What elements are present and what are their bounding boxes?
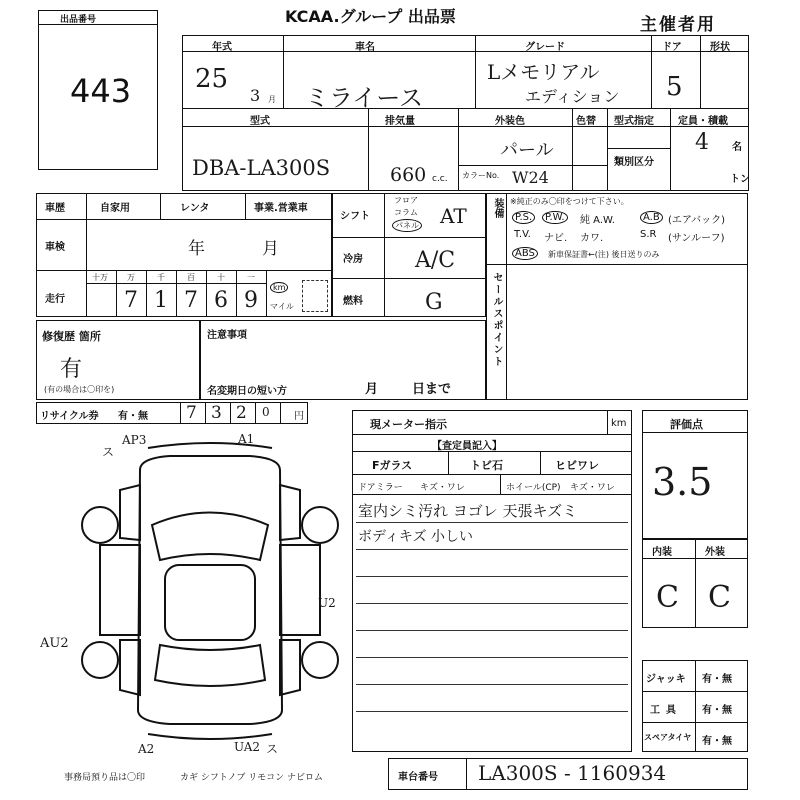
shift-label: シフト [340,211,370,222]
shift-column: コラム [394,208,418,217]
equip-tv: T.V. [514,229,531,240]
mileage-digit: 6 [214,288,228,313]
load-unit: トン [730,174,750,185]
shift-panel: パネル [392,219,422,232]
grade-line1: Lメモリアル [487,60,600,84]
mileage-digit: 7 [184,288,198,313]
equip-navi: ナビ. [544,233,568,244]
meter-label: 現メーター指示 [370,418,447,431]
equip-sr: S.R [640,229,657,240]
wheel-label: ホイール(CP) [506,483,561,493]
notes-label: 注意事項 [207,330,247,341]
capacity-label: 定員・積載 [678,116,728,127]
month-value: 3 [250,86,261,105]
car-name-label: 車名 [355,42,375,53]
door-value: 5 [666,72,683,102]
equip-ps: P.S. [512,211,535,224]
grade-line2: エディション [525,87,620,106]
car-damage-diagram [60,430,360,760]
diagram-mark: ス [102,445,115,459]
year-label: 年式 [212,42,232,53]
capacity-unit: 名 [732,142,742,153]
ac-label: 冷房 [343,254,363,265]
recycle-digit: 0 [262,405,270,419]
recycle-digit: 3 [211,403,222,423]
model-value: DBA-LA300S [192,156,331,180]
spare-tire-label: スペアタイヤ [644,733,692,742]
recycle-digit: 7 [186,403,197,423]
mileage-digit: 9 [244,288,258,313]
tool-label: 工具 [650,705,682,716]
form-title: KCAA.グループ 出品票 [285,7,456,26]
recycle-digit: 2 [236,403,247,423]
door-mirror-label: ドアミラー [358,483,403,493]
digit-label-1k: 千 [157,273,165,282]
lot-number: 443 [70,72,132,110]
equip-pw: P.W. [542,211,568,224]
displacement-value: 660 [390,164,427,186]
history-business: 事業.営業車 [254,203,308,214]
km-unit: km [270,282,288,293]
color-value: パール [500,140,554,161]
office-note: 事務局預り品は〇印 [64,773,146,783]
diagram-mark: A2 [138,742,155,756]
color-no-label: カラーNo. [462,171,500,180]
color-label: 外装色 [495,116,525,127]
spare-tire-value: 有・無 [702,736,732,747]
equip-ab-note: (エアバック) [668,215,726,226]
equip-aw: 純 A.W. [580,215,615,226]
repair-value: 有 [60,357,83,382]
equip-sr-note: (サンルーフ) [668,233,725,244]
recycle-options: 有・無 [118,411,148,422]
shift-floor: フロア [394,196,418,205]
sales-point-label: セールスポイント [491,272,502,368]
equip-warranty: 新車保証書←(注) 後日送りのみ [548,250,660,259]
name-change-label: 名変期日の短い方 [207,386,287,397]
appraiser-label: 【査定員記入】 [432,441,502,452]
ac-value: A/C [415,248,456,273]
organizer-label: 主催者用 [640,15,716,35]
digit-label-100k: 十万 [92,273,108,282]
grade-label: グレード [525,42,565,53]
name-change-month: 月 [365,382,379,397]
equipment-label: 装備 [492,198,503,218]
fuel-label: 燃料 [343,296,363,307]
mileage-label: 走行 [45,294,65,305]
repair-note: (有の場合は〇印を) [44,385,115,394]
inspection-month-unit: 月 [262,239,279,259]
diagram-mark: UA2 [234,740,261,754]
shape-label: 形状 [710,42,730,53]
displacement-label: 排気量 [385,116,415,127]
equip-kawa: カワ. [580,233,604,244]
exterior-grade: C [708,580,731,615]
model-label: 型式 [250,116,270,127]
equipment-note: ※純正のみ〇印をつけて下さい。 [510,197,629,206]
equip-ab: A.B [640,211,663,224]
chip-label: トビ石 [470,459,503,472]
interior-label: 内装 [652,547,672,558]
cc-unit: c.c. [432,174,448,184]
digit-label-10: 十 [217,273,225,282]
inspection-label: 車検 [45,242,65,253]
wheel-damage: キズ・ワレ [570,483,615,493]
month-unit: 月 [268,95,276,104]
diagram-mark: A1 [238,432,255,446]
digit-label-10k: 万 [127,273,135,282]
history-label: 車歴 [45,203,65,214]
inspection-note-2: ボディキズ 小しい [358,529,474,545]
door-label: ドア [662,42,682,53]
chassis-number: LA300S - 1160934 [478,761,667,785]
crack-label: ヒビワレ [555,459,599,472]
diagram-mark: AU2 [40,636,69,651]
meter-km: km [611,418,627,429]
digit-label-100: 百 [187,273,195,282]
repair-label: 修復歴 箇所 [42,330,101,343]
color-no: W24 [512,168,549,187]
digit-label-1: 一 [247,273,255,282]
inspection-note-1: 室内シミ汚れ ヨゴレ 天張キズミ [358,502,578,520]
color-change-label: 色替 [576,116,596,127]
score-value: 3.5 [652,460,713,504]
jack-value: 有・無 [702,674,732,685]
recycle-yen: 円 [294,411,304,422]
score-label: 評価点 [670,418,703,431]
name-change-day: 日まで [412,382,452,397]
windshield-label: Fガラス [372,459,413,472]
class-label: 類別区分 [614,157,654,168]
capacity-value: 4 [695,130,709,155]
mile-unit: マイル [270,302,294,311]
jack-label: ジャッキ [646,674,686,685]
car-name: ミライース [305,84,424,112]
fuel-value: G [425,290,443,315]
exterior-label: 外装 [705,547,725,558]
history-rental: レンタ [180,203,210,214]
office-items: カギ シフトノブ リモコン ナビロム [180,773,324,783]
tool-value: 有・無 [702,705,732,716]
lot-number-label: 出品番号 [60,15,97,25]
equip-abs: ABS [512,247,538,260]
door-mirror-damage: キズ・ワレ [420,483,465,493]
diagram-mark: U2 [318,596,336,610]
shift-value: AT [440,204,467,228]
recycle-label: リサイクル券 [40,411,99,422]
inspection-year-unit: 年 [188,239,205,259]
mileage-digit: 7 [124,288,138,313]
interior-grade: C [656,580,679,615]
diagram-mark: AP3 [122,433,147,447]
history-private: 自家用 [100,203,130,214]
year-value: 25 [195,64,229,94]
mile-checkbox [302,280,328,312]
chassis-label: 車台番号 [398,772,438,783]
type-spec-label: 型式指定 [614,116,654,127]
diagram-mark: ス [266,742,279,756]
mileage-digit: 1 [154,288,168,313]
